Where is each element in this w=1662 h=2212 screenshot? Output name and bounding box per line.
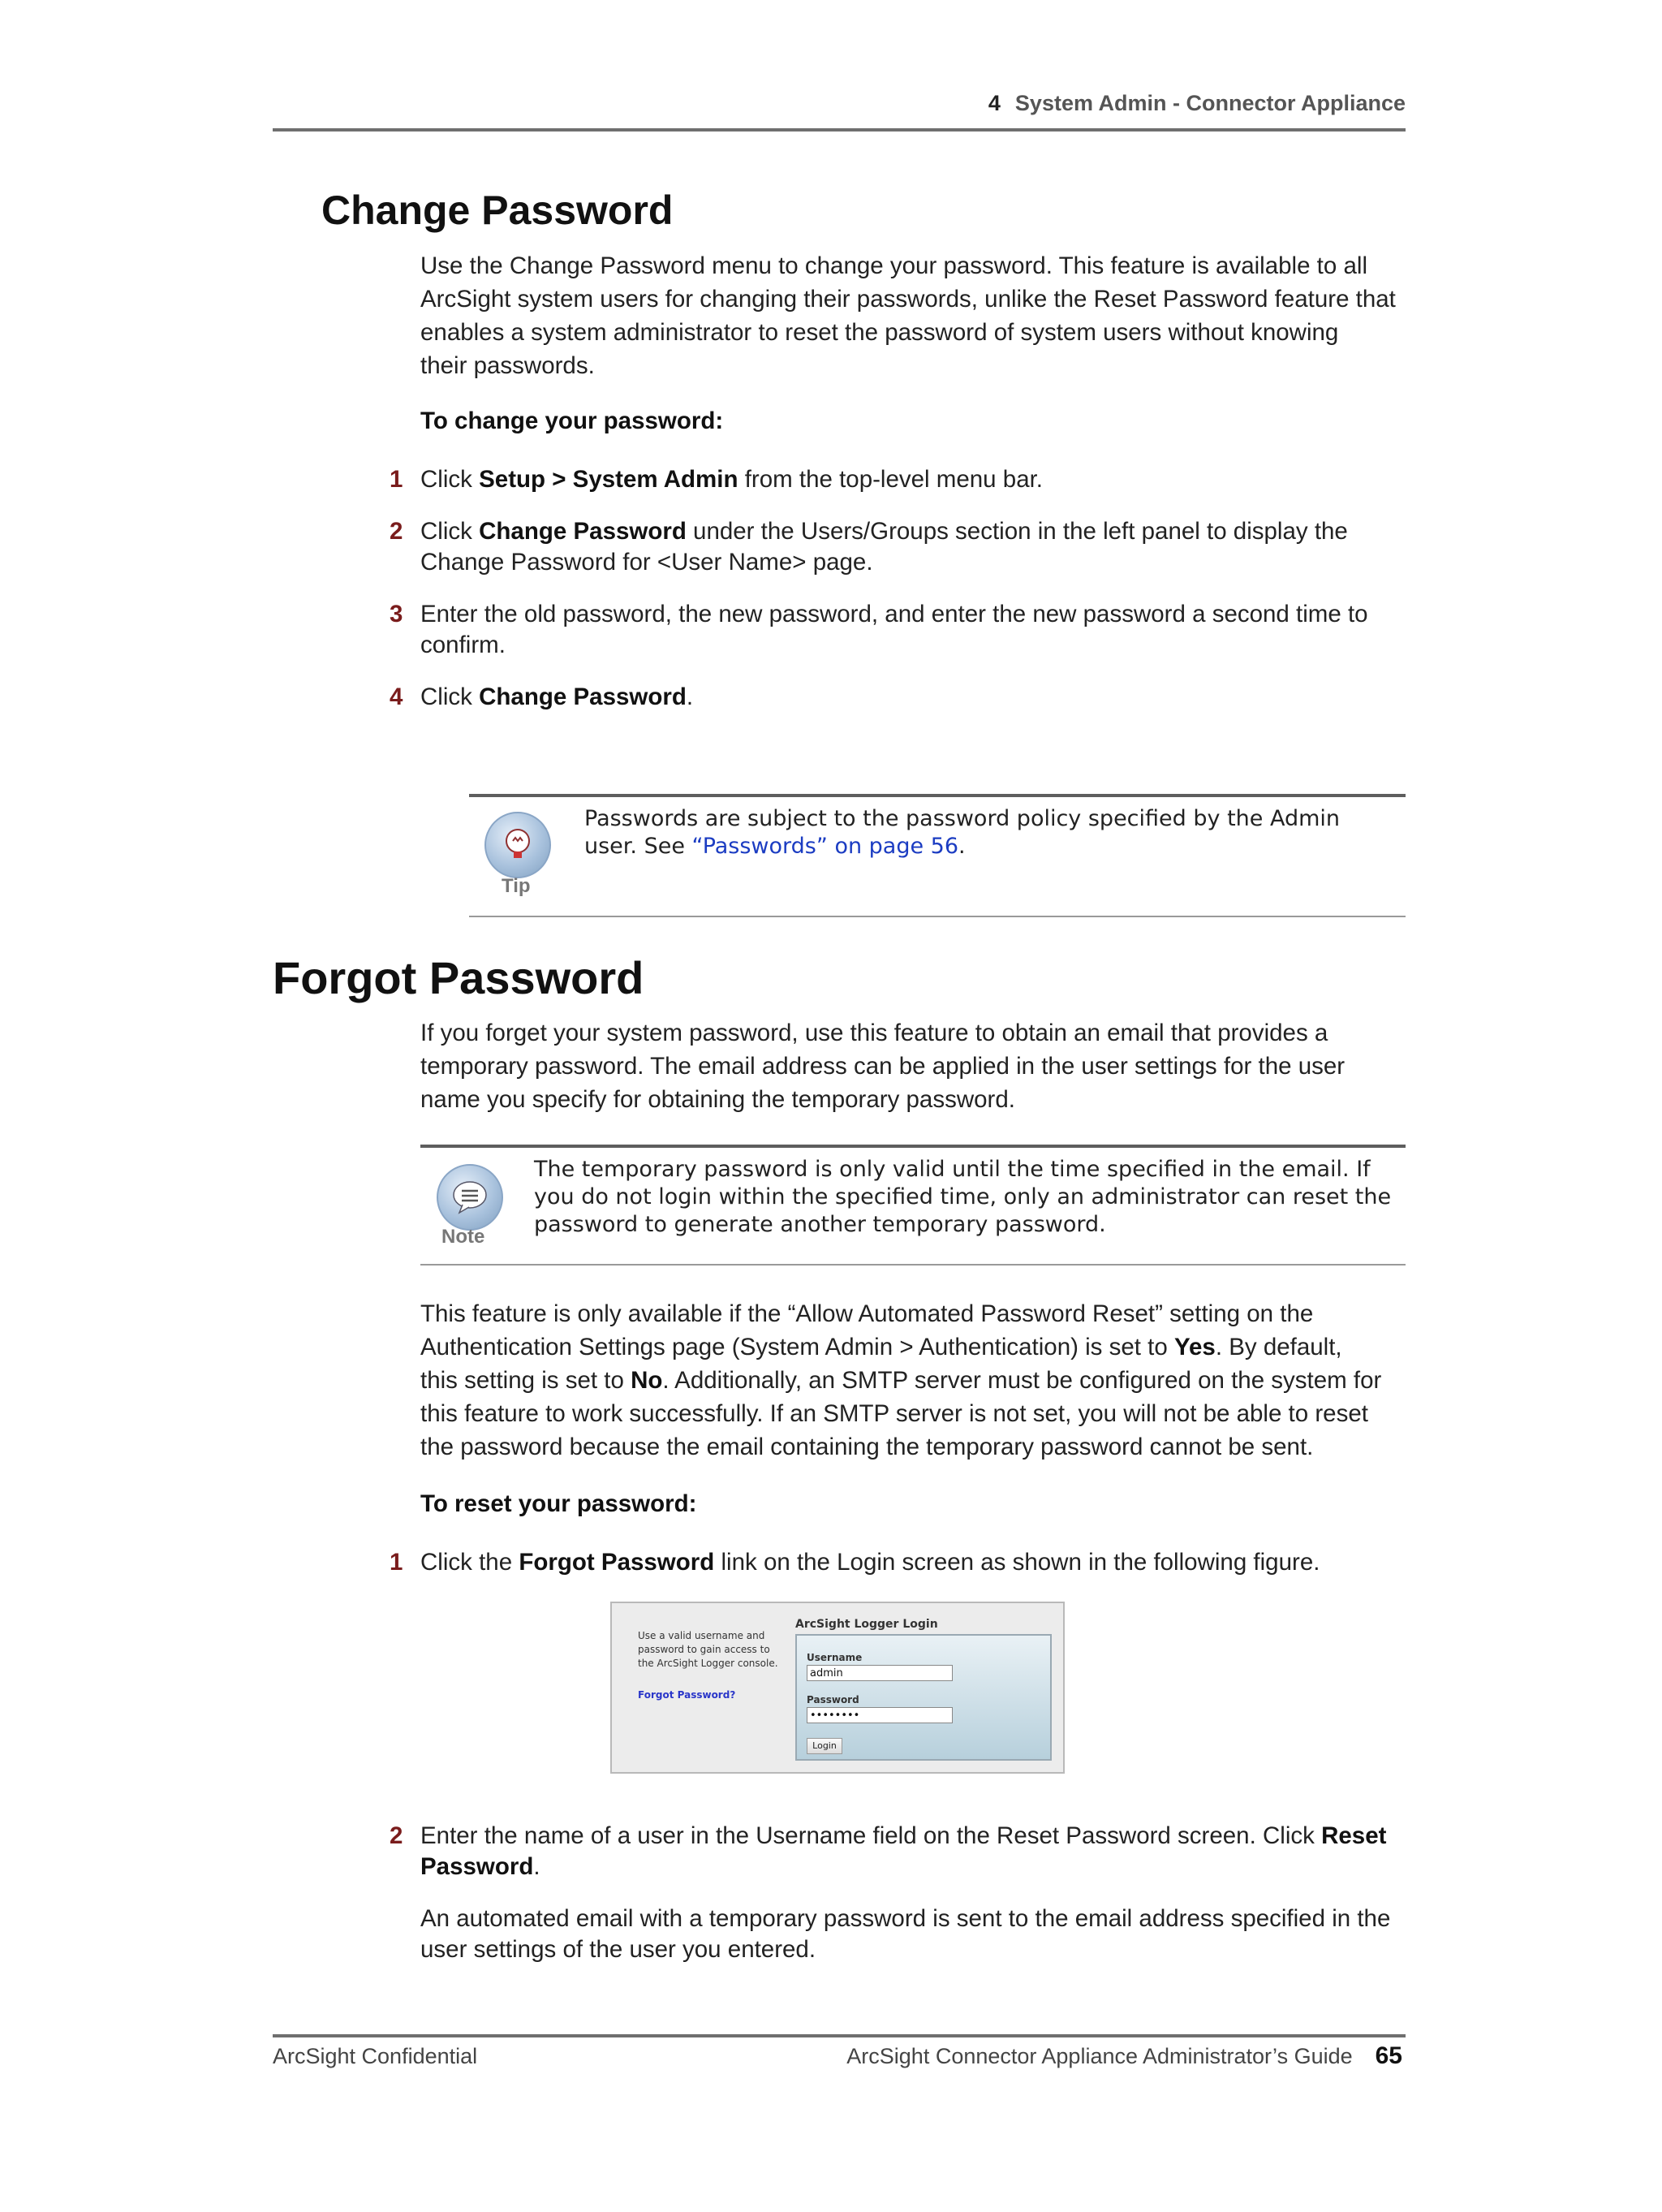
intro-line: ArcSight system users for changing their passwords, unlike the Reset Password feature that xyxy=(420,286,1396,313)
step-item xyxy=(390,1821,1394,1882)
lightbulb-icon xyxy=(484,812,551,878)
step-text: Click xyxy=(420,466,480,493)
intro-line: Use the Change Password menu to change your password. This feature is available to all xyxy=(420,252,1367,279)
note-text xyxy=(534,1156,1410,1239)
step-text: link on the Login screen as shown in the following figure. xyxy=(714,1549,1320,1576)
step-text: . xyxy=(533,1853,540,1880)
reset-procedure-title: To reset your password: xyxy=(420,1490,697,1517)
forgot-password-link[interactable]: Forgot Password? xyxy=(638,1689,736,1701)
footer-left: ArcSight Confidential xyxy=(273,2044,478,2068)
availability-line: the password because the email containing the temporary password cannot be sent. xyxy=(420,1434,1314,1460)
intro-line: If you forget your system password, use this feature to obtain an email that provides a xyxy=(420,1020,1328,1046)
tip-label: Tip xyxy=(502,875,531,897)
step-item xyxy=(390,516,1394,578)
speech-bubble-icon xyxy=(438,1166,502,1229)
guide-title: ArcSight Connector Appliance Administrator’s Guide xyxy=(846,2044,1353,2068)
running-header xyxy=(988,91,1406,116)
intro-line: enables a system administrator to reset the password of system users without knowing xyxy=(420,319,1339,346)
availability-line: . Additionally, an SMTP server must be configured on the system for xyxy=(662,1367,1382,1394)
step-bold: Change Password xyxy=(479,683,687,710)
login-screenshot xyxy=(610,1602,1065,1774)
change-password-intro xyxy=(420,249,1419,382)
chapter-title: System Admin - Connector Appliance xyxy=(1014,91,1406,115)
note-label: Note xyxy=(441,1226,485,1248)
tip-line: . xyxy=(958,834,966,859)
step-result xyxy=(420,1904,1402,1965)
password-input[interactable]: •••••••• xyxy=(807,1707,953,1723)
step-text: Enter the old password, the new password, and enter the new password a second time to confirm. xyxy=(420,601,1368,658)
step-text: under the Users/Groups section in the left panel to display the Change Password for <User Name> page. xyxy=(420,518,1348,576)
note-line: The temporary password is only valid until the time specified in the email. If xyxy=(534,1157,1371,1182)
footer-rule xyxy=(273,2034,1406,2037)
note-top-rule xyxy=(420,1145,1406,1148)
step-text: Enter the name of a user in the Username field on the Reset Password screen. Click xyxy=(420,1822,1322,1849)
step-item xyxy=(390,1547,1410,1578)
step-number: 2 xyxy=(390,518,403,545)
no-value: No xyxy=(631,1367,663,1394)
password-label: Password xyxy=(807,1694,859,1705)
login-button[interactable]: Login xyxy=(807,1738,842,1754)
step-text: Click the xyxy=(420,1549,519,1576)
step-number: 3 xyxy=(390,601,403,627)
step-number: 2 xyxy=(390,1822,403,1849)
note-line: you do not login within the specified time, only an administrator can reset the xyxy=(534,1184,1392,1209)
username-label: Username xyxy=(807,1652,863,1663)
tip-text xyxy=(584,805,1404,860)
availability-line: Authentication Settings page (System Admin > Authentication) is set to xyxy=(420,1334,1174,1360)
username-input[interactable]: admin xyxy=(807,1665,953,1681)
tip-top-rule xyxy=(469,794,1406,797)
login-panel xyxy=(795,1634,1052,1761)
step-bold: Change Password xyxy=(479,518,687,545)
intro-line: temporary password. The email address can be applied in the user settings for the user xyxy=(420,1053,1346,1080)
availability-line: this feature to work successfully. If an SMTP server is not set, you will not be able to reset xyxy=(420,1400,1368,1427)
forgot-password-heading: Forgot Password xyxy=(273,952,644,1003)
tip-bottom-rule xyxy=(469,916,1406,917)
step-number: 4 xyxy=(390,683,403,710)
step-number: 1 xyxy=(390,1549,403,1576)
intro-line: name you specify for obtaining the temporary password. xyxy=(420,1086,1015,1113)
note-line: password to generate another temporary password. xyxy=(534,1212,1106,1237)
step-item xyxy=(390,599,1378,661)
yes-value: Yes xyxy=(1173,1334,1216,1360)
step-text: An automated email with a temporary password is sent to the email address specified in the user settings of the user you entered. xyxy=(420,1905,1391,1963)
page-number: 65 xyxy=(1375,2042,1402,2069)
step-text: . xyxy=(686,683,694,710)
step-number: 1 xyxy=(390,466,403,493)
step-bold: Forgot Password xyxy=(519,1549,715,1576)
note-bottom-rule xyxy=(420,1264,1406,1266)
step-bold: Setup > System Admin xyxy=(479,466,738,493)
change-password-procedure-title: To change your password: xyxy=(420,407,724,434)
step-text: from the top-level menu bar. xyxy=(738,466,1043,493)
availability-line: . By default, xyxy=(1215,1334,1342,1360)
availability-paragraph xyxy=(420,1297,1419,1464)
step-text: Click xyxy=(420,683,480,710)
availability-line: this setting is set to xyxy=(420,1367,631,1394)
step-item xyxy=(390,464,1410,495)
chapter-number: 4 xyxy=(988,91,1001,115)
lightbulb-icon-glyph xyxy=(486,813,549,877)
step-item xyxy=(390,682,1410,713)
login-instructions: Use a valid username and password to gain access to the ArcSight Logger console. xyxy=(638,1630,778,1669)
step-bold: Reset Password xyxy=(420,1822,1387,1880)
login-title: ArcSight Logger Login xyxy=(795,1618,938,1631)
tip-line: user. See xyxy=(584,834,692,859)
forgot-password-intro xyxy=(420,1016,1419,1116)
availability-line: This feature is only available if the “Allow Automated Password Reset” setting on the xyxy=(420,1300,1314,1327)
header-rule xyxy=(273,128,1406,132)
footer-right xyxy=(846,2042,1402,2070)
note-icon xyxy=(437,1164,503,1231)
tip-line: Passwords are subject to the password policy specified by the Admin xyxy=(584,806,1341,831)
intro-line: their passwords. xyxy=(420,352,595,379)
step-text: Click xyxy=(420,518,480,545)
passwords-link[interactable]: “Passwords” on page 56 xyxy=(691,834,959,859)
change-password-heading: Change Password xyxy=(321,188,674,233)
